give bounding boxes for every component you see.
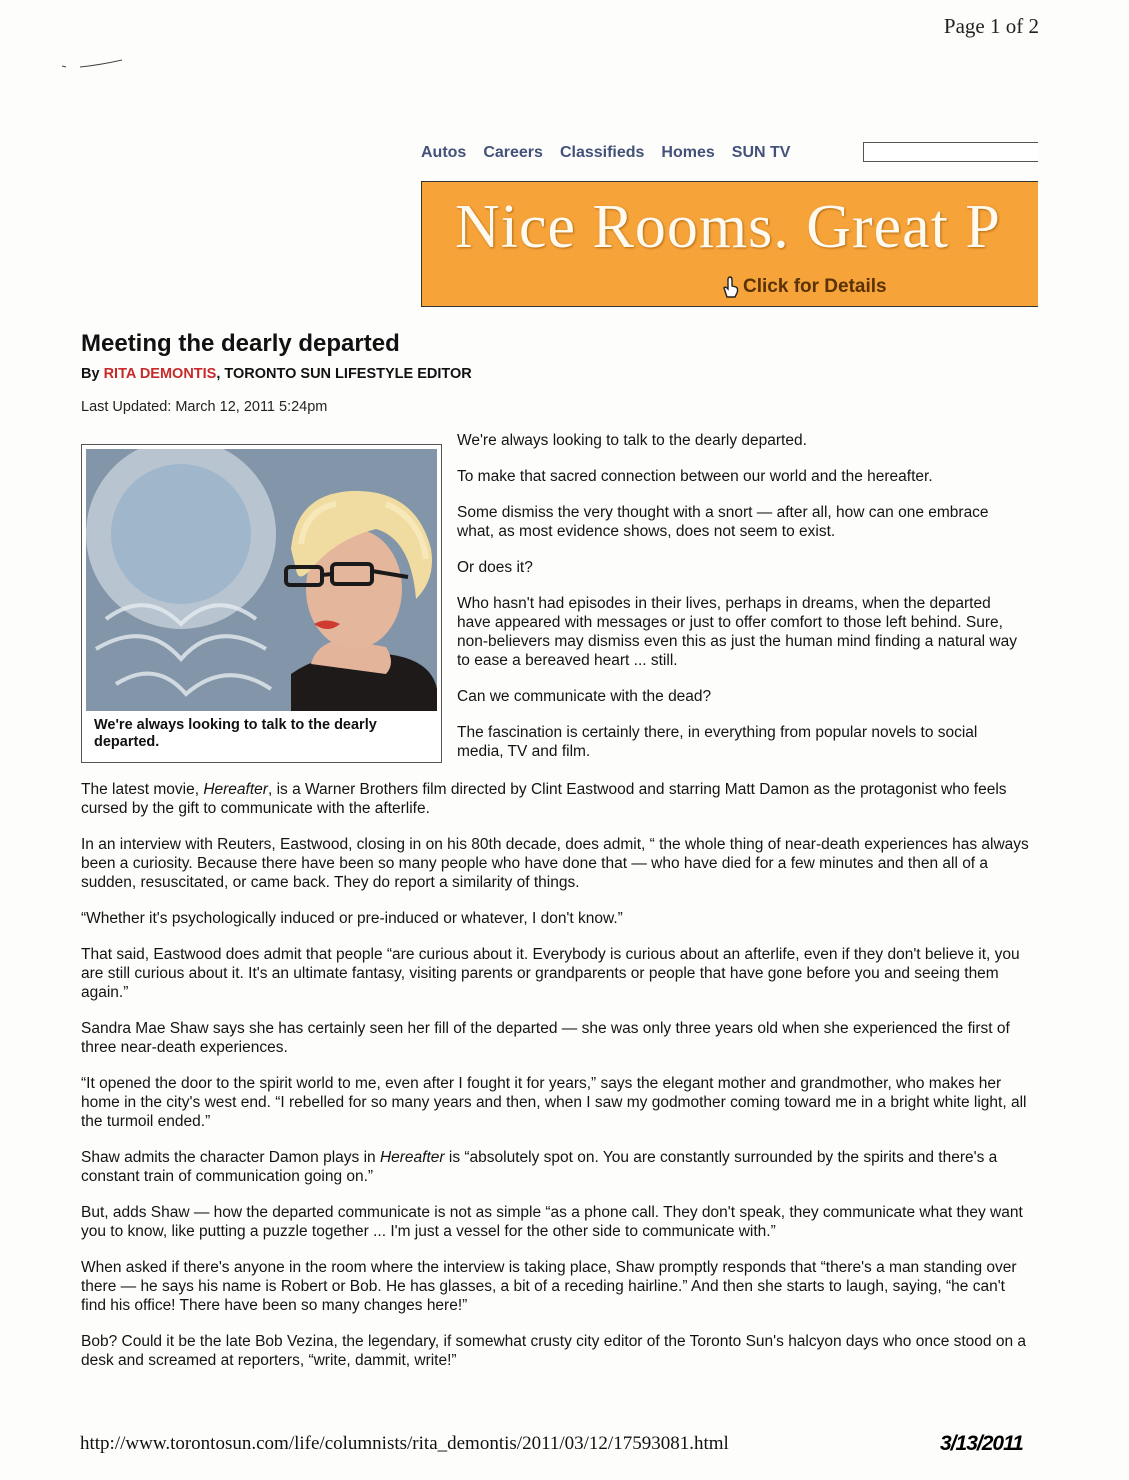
print-url: http://www.torontosun.com/life/columnists/rita_demontis/2011/03/12/17593081.html <box>80 1433 729 1454</box>
article-column-text <box>457 431 1027 778</box>
article-photo-figure <box>81 444 442 763</box>
paragraph: But, adds Shaw — how the departed communicate is not as simple “as a phone call. They don't speak, they communicate what they want you to know, like putting a puzzle together ... I'm just a vessel for the other side to communicate with.” <box>81 1204 1023 1240</box>
paragraph: The fascination is certainly there, in everything from popular novels to social media, TV and film. <box>457 724 978 760</box>
paragraph: When asked if there's anyone in the room where the interview is taking place, Shaw promptly responds that “there's a man standing over there — he says his name is Robert or Bob. He has glasses, a bit of a receding hairline.” And then she starts to laugh, saying, “he can't find his office! There have been so many changes here!” <box>81 1259 1017 1314</box>
ad-headline: Nice Rooms. Great P <box>455 193 1001 261</box>
paragraph: Some dismiss the very thought with a snort — after all, how can one embrace what, as most evidence shows, does not seem to exist. <box>457 504 989 540</box>
paragraph: To make that sacred connection between our world and the hereafter. <box>457 468 933 485</box>
handwritten-date: 3/13/2011 <box>940 1432 1023 1455</box>
movie-title: Hereafter <box>379 1149 445 1166</box>
page-number: Page 1 of 2 <box>943 14 1039 38</box>
text-run: The latest movie, <box>81 781 204 798</box>
paragraph: “It opened the door to the spirit world to me, even after I fought it for years,” says the elegant mother and grandmother, who makes her home in the city's west end. “I rebelled for so many years and then, when I saw my godmother coming toward me in a bright white light, all the turmoil ended.” <box>81 1075 1027 1130</box>
paragraph: Or does it? <box>457 559 533 576</box>
top-nav <box>421 144 790 162</box>
pen-mark <box>60 58 125 70</box>
byline <box>81 366 472 382</box>
paragraph: Can we communicate with the dead? <box>457 688 712 705</box>
pointer-hand-icon <box>722 275 740 299</box>
nav-link-homes[interactable]: Homes <box>661 144 715 161</box>
text-run: , is a Warner Brothers film directed by Clint Eastwood and starring Matt Damon as the protagonist who feels cursed by the gift to communicate with the afterlife. <box>81 781 1007 817</box>
ad-cta-label: Click for Details <box>743 276 887 297</box>
paragraph: Bob? Could it be the late Bob Vezina, the legendary, if somewhat crusty city editor of the Toronto Sun's halcyon days who once stood on a desk and screamed at reporters, “write, dammit, write!” <box>81 1333 1027 1369</box>
nav-link-sun-tv[interactable]: SUN TV <box>731 144 791 161</box>
paragraph: In an interview with Reuters, Eastwood, closing in on his 80th decade, does admit, “ the whole thing of near-death experiences has always been a curiosity. Because there have been so many people who have done that — who have died for a few minutes and then all of a sudden, resuscitated, or came back. They do report a similarity of things. <box>81 836 1029 891</box>
paragraph: Sandra Mae Shaw says she has certainly seen her fill of the departed — she was only three years old when she experienced the first of three near-death experiences. <box>81 1020 1010 1056</box>
author-link[interactable]: RITA DEMONTIS <box>103 366 217 382</box>
last-updated: Last Updated: March 12, 2011 5:24pm <box>81 399 328 415</box>
paragraph <box>81 780 1031 818</box>
text-run: Shaw admits the character Damon plays in <box>81 1149 380 1166</box>
article-body <box>81 780 1031 1387</box>
author-role: , TORONTO SUN LIFESTYLE EDITOR <box>216 366 472 382</box>
nav-link-careers[interactable]: Careers <box>483 144 543 161</box>
paragraph: We're always looking to talk to the dearly departed. <box>457 432 807 449</box>
article-title: Meeting the dearly departed <box>81 330 400 357</box>
nav-link-autos[interactable]: Autos <box>421 144 467 161</box>
text-run: is “absolutely spot on. You are constantly surrounded by the spirits and there's a constant train of communication going on.” <box>81 1149 998 1185</box>
paragraph: That said, Eastwood does admit that people “are curious about it. Everybody is curious about an afterlife, even if they don't believe it, you are still curious about it. It's an ultimate fantasy, visiting parents or grandparents or people that have gone before you and seeing them again.” <box>81 946 1020 1001</box>
paragraph: Who hasn't had episodes in their lives, perhaps in dreams, when the departed have appeared with messages or just to offer comfort to those left behind. Sure, non-believers may dismiss even this as just the human mind finding a natural way to ease a bereaved heart ... still. <box>457 595 1017 669</box>
paragraph: “Whether it's psychologically induced or pre-induced or whatever, I don't know.” <box>81 910 623 927</box>
nav-link-classifieds[interactable]: Classifieds <box>559 144 645 161</box>
photo-caption: We're always looking to talk to the dearly departed. <box>94 717 377 750</box>
byline-prefix: By <box>81 366 104 382</box>
paragraph <box>81 1148 1031 1186</box>
ad-banner[interactable] <box>421 181 1038 307</box>
ad-cta-link[interactable] <box>722 275 887 299</box>
movie-title: Hereafter <box>203 781 268 798</box>
article-photo <box>86 449 437 711</box>
search-input[interactable] <box>863 142 1038 162</box>
